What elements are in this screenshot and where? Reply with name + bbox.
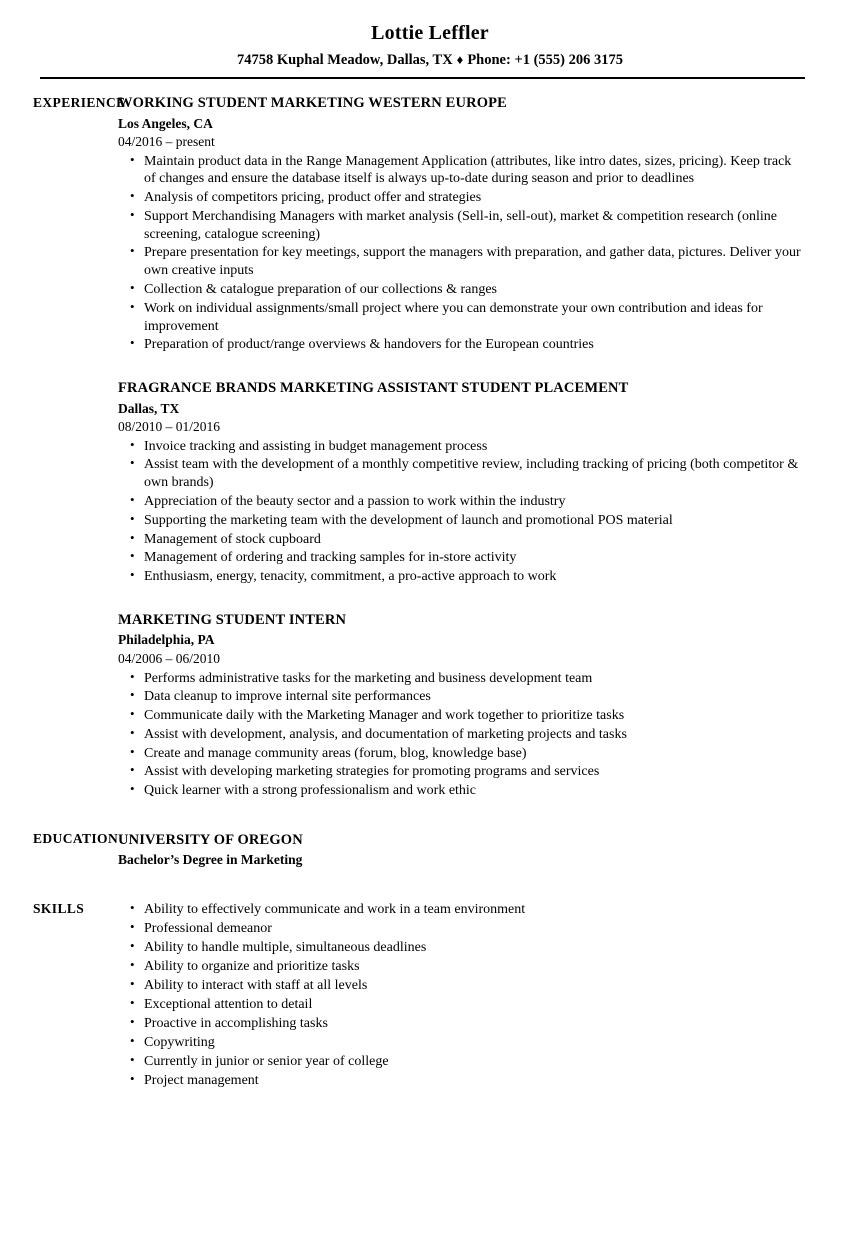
list-item: • Maintain product data in the Range Management Application (attributes, like intro dates, sizes, pricing). Keep track of changes and ensure the database itself is always up-to-date during season and prior to deadlines	[118, 153, 805, 189]
list-item: • Create and manage community areas (forum, blog, knowledge base)	[118, 745, 805, 763]
contact-phone: Phone: +1 (555) 206 3175	[467, 52, 623, 68]
section-label-skills: SKILLS	[33, 900, 85, 916]
list-item: • Ability to effectively communicate and work in a team environment	[118, 901, 805, 919]
job-dates: 08/2010 – 01/2016	[118, 419, 221, 435]
experience-content	[118, 94, 860, 800]
resume-header	[0, 0, 860, 79]
list-item: • Assist with developing marketing strategies for promoting programs and services	[118, 763, 805, 781]
header-divider	[40, 77, 805, 79]
job-bullet-list	[118, 438, 805, 586]
section-skills	[0, 900, 860, 1090]
list-item: • Support Merchandising Managers with market analysis (Sell-in, sell-out), market & competition research (online screening, catalogue screening)	[118, 208, 805, 244]
skills-bullet-list	[118, 901, 805, 1090]
list-item: • Assist team with the development of a monthly competitive review, including tracking of pricing (both competitor & own brands)	[118, 456, 805, 492]
list-item: • Data cleanup to improve internal site performances	[118, 688, 805, 706]
section-spacer	[0, 870, 860, 900]
list-item: • Preparation of product/range overviews & handovers for the European countries	[118, 336, 805, 354]
list-item: • Assist with development, analysis, and documentation of marketing projects and tasks	[118, 726, 805, 744]
section-education	[0, 830, 860, 870]
job-title: MARKETING STUDENT INTERN	[118, 611, 347, 628]
list-item: • Proactive in accomplishing tasks	[118, 1015, 805, 1033]
list-item: • Management of ordering and tracking samples for in-store activity	[118, 549, 805, 567]
list-item: • Communicate daily with the Marketing Manager and work together to prioritize tasks	[118, 707, 805, 725]
job-bullet-list	[118, 670, 805, 800]
diamond-separator-icon: ♦	[456, 52, 464, 67]
list-item: • Copywriting	[118, 1034, 805, 1052]
list-item: • Ability to organize and prioritize tasks	[118, 958, 805, 976]
list-item: • Enthusiasm, energy, tenacity, commitment, a pro-active approach to work	[118, 568, 805, 586]
job-location: Los Angeles, CA	[118, 115, 213, 131]
job-dates: 04/2006 – 06/2010	[118, 651, 221, 667]
list-item: • Professional demeanor	[118, 920, 805, 938]
job-location: Philadelphia, PA	[118, 632, 215, 648]
experience-entry	[118, 94, 805, 354]
job-title: FRAGRANCE BRANDS MARKETING ASSISTANT STUDENT PLACEMENT	[118, 380, 629, 397]
list-item: • Prepare presentation for key meetings, support the managers with preparation, and gather data, pictures. Deliver your own creative inputs	[118, 244, 805, 280]
job-bullet-list	[118, 153, 805, 354]
contact-line	[0, 53, 860, 69]
education-content	[118, 830, 860, 870]
list-item: • Ability to handle multiple, simultaneous deadlines	[118, 939, 805, 957]
contact-address: 74758 Kuphal Meadow, Dallas, TX	[237, 52, 453, 68]
list-item: • Analysis of competitors pricing, product offer and strategies	[118, 189, 805, 207]
list-item: • Quick learner with a strong professionalism and work ethic	[118, 782, 805, 800]
list-item: • Appreciation of the beauty sector and a passion to work within the industry	[118, 493, 805, 511]
section-label-experience: EXPERIENCE	[33, 94, 126, 110]
list-item: • Invoice tracking and assisting in budget management process	[118, 438, 805, 456]
list-item: • Project management	[118, 1072, 805, 1090]
experience-entry	[118, 379, 805, 586]
list-item: • Performs administrative tasks for the marketing and business development team	[118, 670, 805, 688]
resume-body	[0, 94, 860, 1090]
skills-content	[118, 900, 860, 1090]
education-degree: Bachelor’s Degree in Marketing	[118, 852, 303, 868]
list-item: • Exceptional attention to detail	[118, 996, 805, 1014]
list-item: • Work on individual assignments/small project where you can demonstrate your own contribution and ideas for improvement	[118, 300, 805, 336]
job-location: Dallas, TX	[118, 400, 180, 416]
list-item: • Collection & catalogue preparation of our collections & ranges	[118, 281, 805, 299]
experience-entry	[118, 611, 805, 800]
section-label-education: EDUCATION	[33, 830, 119, 846]
list-item: • Ability to interact with staff at all levels	[118, 977, 805, 995]
section-spacer	[0, 800, 860, 830]
section-experience	[0, 94, 860, 800]
list-item: • Management of stock cupboard	[118, 531, 805, 549]
list-item: • Currently in junior or senior year of college	[118, 1053, 805, 1071]
list-item: • Supporting the marketing team with the development of launch and promotional POS material	[118, 512, 805, 530]
education-school: UNIVERSITY OF OREGON	[118, 831, 303, 848]
job-title: WORKING STUDENT MARKETING WESTERN EUROPE	[118, 94, 507, 111]
candidate-name: Lottie Leffler	[371, 22, 489, 44]
job-dates: 04/2016 – present	[118, 134, 215, 150]
